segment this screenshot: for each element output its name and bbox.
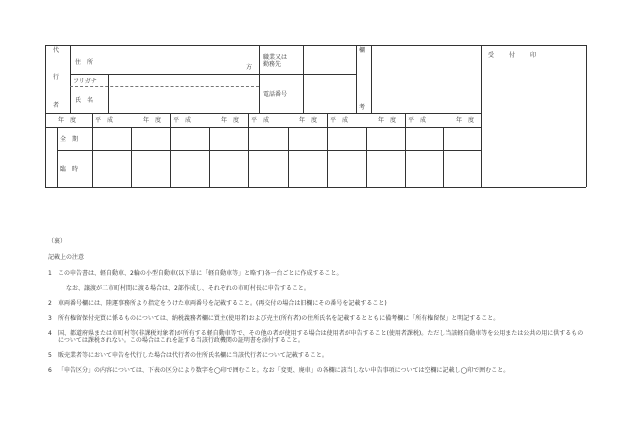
occupation-label-1: 職業又は [263, 54, 288, 61]
note-text: 販売業者等において申告を代行した場合は代行者の住所氏名欄に当該代行者について記載すること。 [58, 352, 328, 359]
row-label-all-period: 全 期 [60, 136, 79, 143]
note-item [48, 315, 588, 322]
address-field[interactable] [110, 47, 255, 73]
furigana-label: フリガナ [73, 78, 97, 85]
address-suffix: 方 [246, 64, 253, 71]
row-label-temporary: 臨 時 [60, 166, 79, 173]
note-text: 所有権留保付売買に係るものについては、納税義務者欄に買主(使用者)および売主(所有者)の住所氏名を記載するとともに備考欄に「所有権留保」と明記すること。 [58, 315, 500, 322]
address-label: 住 所 [75, 59, 94, 66]
note-text: 車両番号欄には、陸運事務所より指定をうけた車両番号を記載すること。(再交付の場合は旧欄にその番号を記載すること) [58, 300, 387, 307]
name-label: 氏 名 [75, 97, 94, 104]
year-header-1: 平 成 年 度 [95, 117, 162, 124]
note-item [48, 330, 588, 344]
phone-field[interactable] [305, 76, 354, 112]
agent-side-label-1: 代 [53, 47, 60, 54]
year-header-3: 平 成 年 度 [251, 117, 318, 124]
note-number: 2 [48, 300, 52, 307]
note-number: 6 [48, 367, 52, 374]
note-item [48, 300, 588, 307]
agent-side-label-3: 者 [53, 102, 60, 109]
note-item [48, 270, 588, 277]
note-number: 1 [48, 270, 52, 277]
remarks-side-label-2: 考 [359, 104, 366, 111]
note-text: この申告書は、軽自動車、2輪の小型自動車(以下単に「軽自動車等」と略す)各一台ごとに作成すること。 [58, 270, 343, 277]
receipt-stamp-area [484, 62, 584, 184]
furigana-field[interactable] [110, 76, 255, 85]
note-item [48, 285, 588, 292]
agent-side-label-2: 行 [53, 74, 60, 81]
remarks-side-label-1: 欄 [359, 47, 366, 54]
back-side-label: （裏） [48, 238, 67, 245]
occupation-field[interactable] [305, 47, 354, 73]
year-header-5: 平 成 年 度 [408, 117, 475, 124]
year-header-2: 平 成 年 度 [173, 117, 240, 124]
note-item [48, 367, 588, 374]
entry-notes [48, 238, 588, 382]
note-number: 4 [48, 330, 52, 337]
notes-heading: 記載上の注意 [48, 254, 85, 261]
receipt-stamp-label: 受 付 印 [488, 52, 538, 59]
year-header-0: 年 度 [58, 117, 77, 124]
note-text: 国、都道府県または市町村等(非課税対象者)が所有する軽自動車等で、その他の者が使用する場合は使用者が申告すること(使用者課税)。ただし当該軽自動車等を公用または公共の用に供するものについては課税されない。この場合はこれを証する当該行政機関の証明書を添付すること。 [58, 330, 584, 344]
occupation-label-2: 勤務先 [263, 61, 282, 68]
name-field[interactable] [110, 88, 255, 112]
note-text: 「申告区分」の内容については、下表の区分により数字を◯印で囲むこと。なお「変更、廃車」の各欄に該当しない申告事項については空欄に記載し◯印で囲むこと。 [58, 367, 510, 374]
notes-list [48, 270, 588, 374]
note-text: なお、譲渡が二市町村間に渡る場合は、2部作成し、それぞれの市町村長に申告すること。 [66, 285, 310, 292]
note-number: 5 [48, 352, 52, 359]
note-number: 3 [48, 315, 52, 322]
note-item [48, 352, 588, 359]
year-header-4: 平 成 年 度 [330, 117, 397, 124]
remarks-field[interactable] [374, 47, 478, 111]
phone-label: 電話番号 [263, 91, 288, 98]
